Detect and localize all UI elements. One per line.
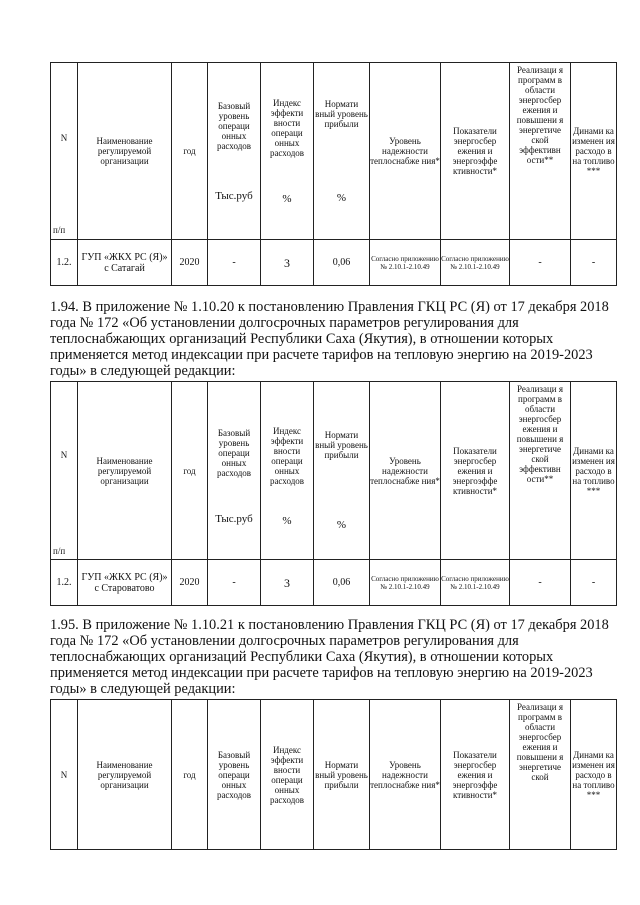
row-org: ГУП «ЖКХ РС (Я)» с Сатагай	[78, 240, 172, 286]
paragraph-1-94	[50, 299, 615, 379]
paragraph-line: применяется метод индексации при расчете тарифов на тепловую энергию на 2019-2023	[50, 665, 593, 681]
row-energy-eff: Согласно приложению № 2.10.1-2.10.49	[441, 560, 510, 606]
paragraph-line: года № 172 «Об установлении долгосрочных параметров регулирования для	[50, 633, 519, 649]
header-program: Реализаци я программ в области энергосбер ежения и повышени я энергетиче ской	[510, 700, 571, 850]
header-reliability: Уровень надежности теплоснабже ния*	[370, 63, 441, 240]
paragraph-line: годы» в следующей редакции:	[50, 681, 236, 697]
header-index-label: Индекс эффекти вности операци онных расходов	[269, 425, 305, 486]
header-index-unit: %	[282, 514, 292, 527]
header-n	[51, 382, 78, 560]
header-org: Наименование регулируемой организации	[78, 382, 172, 560]
row-index: 3	[261, 240, 314, 286]
header-n-label: N	[60, 133, 68, 143]
header-n: N	[51, 700, 78, 850]
row-energy-eff: Согласно приложению № 2.10.1-2.10.49	[441, 240, 510, 286]
header-program: Реализаци я программ в области энергосбер ежения и повышени я энергетиче ской эффективн ости**	[510, 63, 571, 240]
header-norm	[314, 63, 370, 240]
row-program: -	[510, 560, 571, 606]
header-year: год	[172, 700, 208, 850]
row-year: 2020	[172, 560, 208, 606]
header-index	[261, 382, 314, 560]
header-pp-label: п/п	[53, 225, 66, 235]
row-num: 1.2.	[51, 560, 78, 606]
row-org: ГУП «ЖКХ РС (Я)» с Староватово	[78, 560, 172, 606]
row-year: 2020	[172, 240, 208, 286]
header-energy-eff: Показатели энергосбер ежения и энергоэффе ктивности*	[441, 63, 510, 240]
row-dynamics: -	[571, 240, 617, 286]
table-3	[50, 699, 617, 850]
paragraph-line: применяется метод индексации при расчете тарифов на тепловую энергию на 2019-2023	[50, 347, 593, 363]
paragraph-line: года № 172 «Об установлении долгосрочных параметров регулирования для	[50, 315, 519, 331]
row-base: -	[208, 560, 261, 606]
header-norm	[314, 382, 370, 560]
table-2	[50, 381, 617, 606]
header-base	[208, 382, 261, 560]
header-dynamics: Динами ка изменен ия расходо в на топливо ***	[571, 700, 617, 850]
header-norm-unit: %	[336, 518, 347, 531]
paragraph-line: годы» в следующей редакции:	[50, 363, 236, 379]
row-reliability: Согласно приложению № 2.10.1-2.10.49	[370, 560, 441, 606]
header-base	[208, 63, 261, 240]
header-reliability: Уровень надежности теплоснабже ния*	[370, 382, 441, 560]
header-org: Наименование регулируемой организации	[78, 700, 172, 850]
row-norm: 0,06	[314, 240, 370, 286]
row-base: -	[208, 240, 261, 286]
header-index: Индекс эффекти вности операци онных расходов	[261, 700, 314, 850]
header-n	[51, 63, 78, 240]
header-index	[261, 63, 314, 240]
header-reliability: Уровень надежности теплоснабже ния*	[370, 700, 441, 850]
row-norm: 0,06	[314, 560, 370, 606]
header-base-label: Базовый уровень операци онных расходов	[216, 101, 252, 151]
header-base-unit: Тыс.руб	[215, 512, 253, 525]
header-index-label: Индекс эффекти вности операци онных расходов	[269, 98, 305, 158]
row-num: 1.2.	[51, 240, 78, 286]
header-org: Наименование регулируемой организации	[78, 63, 172, 240]
header-program: Реализаци я программ в области энергосбер ежения и повышени я энергетиче ской эффективн ости**	[510, 382, 571, 560]
header-norm-label: Нормати вный уровень прибыли	[315, 99, 368, 129]
row-program: -	[510, 240, 571, 286]
header-norm-label: Нормати вный уровень прибыли	[315, 429, 368, 460]
header-n-label: N	[60, 450, 68, 460]
paragraph-line: 1.94. В приложение № 1.10.20 к постановлению Правления ГКЦ РС (Я) от 17 декабря 2018	[50, 299, 609, 315]
row-reliability: Согласно приложению № 2.10.1-2.10.49	[370, 240, 441, 286]
header-year: год	[172, 382, 208, 560]
header-norm-unit: %	[336, 192, 347, 204]
header-dynamics: Динами ка изменен ия расходо в на топливо ***	[571, 63, 617, 240]
header-norm: Нормати вный уровень прибыли	[314, 700, 370, 850]
header-energy-eff: Показатели энергосбер ежения и энергоэффе ктивности*	[441, 700, 510, 850]
paragraph-line: теплоснабжающих организаций Республики Саха (Якутия), в отношении которых	[50, 649, 554, 665]
paragraph-line: 1.95. В приложение № 1.10.21 к постановлению Правления ГКЦ РС (Я) от 17 декабря 2018	[50, 617, 609, 633]
paragraph-line: теплоснабжающих организаций Республики Саха (Якутия), в отношении которых	[50, 331, 554, 347]
header-year: год	[172, 63, 208, 240]
header-index-unit: %	[282, 193, 292, 205]
table-1	[50, 62, 617, 286]
header-pp-label: п/п	[53, 546, 66, 556]
header-base: Базовый уровень операци онных расходов	[208, 700, 261, 850]
header-base-unit: Тыс.руб	[215, 190, 253, 202]
header-base-label: Базовый уровень операци онных расходов	[216, 427, 252, 478]
header-energy-eff: Показатели энергосбер ежения и энергоэффе ктивности*	[441, 382, 510, 560]
paragraph-1-95	[50, 617, 615, 697]
row-index: 3	[261, 560, 314, 606]
header-dynamics: Динами ка изменен ия расходо в на топливо ***	[571, 382, 617, 560]
row-dynamics: -	[571, 560, 617, 606]
